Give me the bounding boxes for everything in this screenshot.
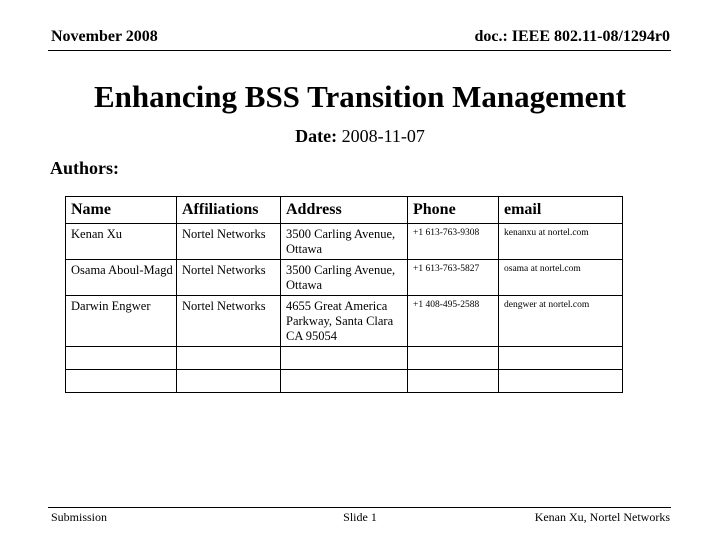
cell-phone — [408, 347, 499, 370]
column-header-name: Name — [66, 197, 177, 224]
cell-email — [499, 347, 623, 370]
table-row — [66, 260, 623, 296]
column-header-email: email — [499, 197, 623, 224]
column-header-address: Address — [281, 197, 408, 224]
cell-address: 3500 Carling Avenue, Ottawa — [281, 224, 408, 260]
cell-affiliation: Nortel Networks — [177, 224, 281, 260]
cell-name: Darwin Engwer — [66, 296, 177, 347]
cell-address — [281, 370, 408, 393]
date-label: Date: — [295, 126, 338, 146]
cell-email: kenanxu at nortel.com — [499, 224, 623, 260]
footer-author: Kenan Xu, Nortel Networks — [534, 510, 670, 524]
cell-email — [499, 370, 623, 393]
cell-phone — [408, 370, 499, 393]
footer-divider — [48, 507, 671, 508]
cell-name: Osama Aboul-Magd — [66, 260, 177, 296]
cell-email: osama at nortel.com — [499, 260, 623, 296]
table-row — [66, 296, 623, 347]
cell-address: 3500 Carling Avenue, Ottawa — [281, 260, 408, 296]
footer-submission: Submission — [51, 510, 108, 524]
table-row-empty — [66, 347, 623, 370]
table-header-row — [66, 197, 623, 224]
cell-address: 4655 Great America Parkway, Santa Clara CA 95054 — [281, 296, 408, 347]
cell-affiliation — [177, 347, 281, 370]
header-divider — [48, 50, 671, 51]
cell-name — [66, 347, 177, 370]
slide-date — [0, 126, 720, 147]
cell-affiliation — [177, 370, 281, 393]
cell-name — [66, 370, 177, 393]
slide-title: Enhancing BSS Transition Management — [94, 79, 626, 114]
header-date: November 2008 — [51, 28, 158, 45]
column-header-affiliations: Affiliations — [177, 197, 281, 224]
cell-email: dengwer at nortel.com — [499, 296, 623, 347]
authors-table — [65, 196, 623, 393]
date-value: 2008-11-07 — [341, 126, 425, 146]
column-header-phone: Phone — [408, 197, 499, 224]
cell-phone: +1 613-763-9308 — [408, 224, 499, 260]
cell-address — [281, 347, 408, 370]
cell-name: Kenan Xu — [66, 224, 177, 260]
cell-affiliation: Nortel Networks — [177, 296, 281, 347]
header-doc-id: doc.: IEEE 802.11-08/1294r0 — [474, 28, 670, 45]
footer-slide-number: Slide 1 — [343, 510, 377, 524]
cell-affiliation: Nortel Networks — [177, 260, 281, 296]
cell-phone: +1 408-495-2588 — [408, 296, 499, 347]
table-row-empty — [66, 370, 623, 393]
authors-heading: Authors: — [50, 158, 120, 178]
cell-phone: +1 613-763-5827 — [408, 260, 499, 296]
table-row — [66, 224, 623, 260]
